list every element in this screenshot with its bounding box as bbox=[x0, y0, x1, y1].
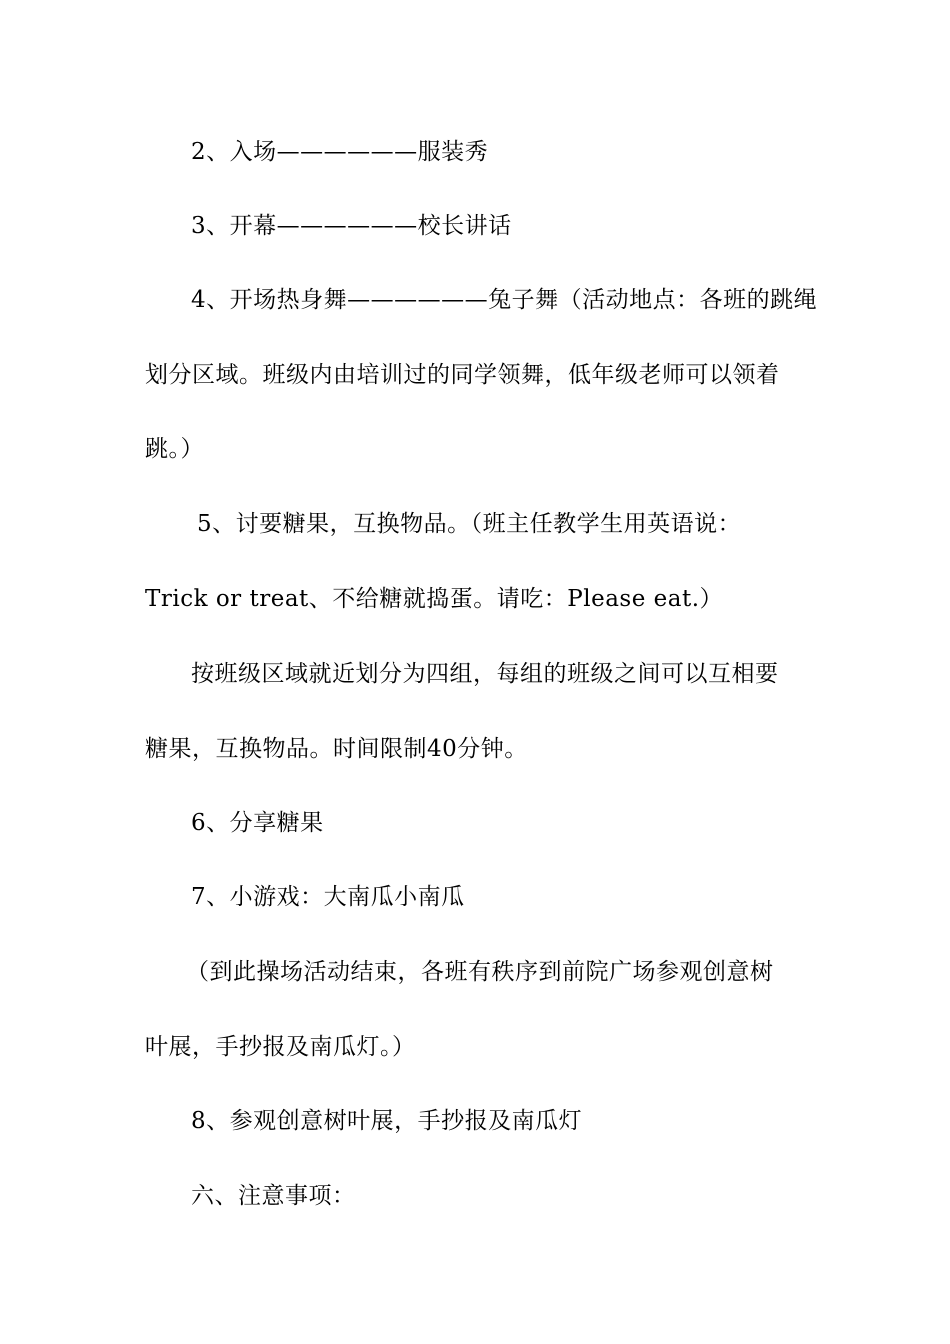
section-heading-notes: 六、注意事项： bbox=[191, 1183, 356, 1209]
paragraph-item-4-line-2: 划分区域。班级内由培训过的同学领舞，低年级老师可以领着 bbox=[145, 362, 780, 388]
paragraph-item-3: 3、开幕——————校长讲话 bbox=[191, 213, 512, 239]
paragraph-note-line-1: （到此操场活动结束，各班有秩序到前院广场参观创意树 bbox=[186, 959, 774, 985]
paragraph-item-4-line-1: 4、开场热身舞——————兔子舞（活动地点：各班的跳绳 bbox=[191, 287, 818, 313]
paragraph-item-6: 6、分享糖果 bbox=[191, 810, 324, 836]
paragraph-item-5-line-2: Trick or treat、不给糖就捣蛋。请吃：Please eat.） bbox=[145, 586, 724, 612]
paragraph-item-4-line-3: 跳。） bbox=[145, 436, 204, 462]
paragraph-grouping-line-2: 糖果，互换物品。时间限制40分钟。 bbox=[145, 736, 528, 762]
paragraph-item-8: 8、参观创意树叶展，手抄报及南瓜灯 bbox=[191, 1108, 583, 1134]
paragraph-item-2: 2、入场——————服装秀 bbox=[191, 139, 489, 165]
paragraph-note-line-2: 叶展，手抄报及南瓜灯。） bbox=[145, 1034, 416, 1060]
paragraph-item-5-line-1: 5、讨要糖果，互换物品。（班主任教学生用英语说： bbox=[197, 511, 742, 537]
paragraph-item-7: 7、小游戏：大南瓜小南瓜 bbox=[191, 884, 465, 910]
paragraph-grouping-line-1: 按班级区域就近划分为四组，每组的班级之间可以互相要 bbox=[191, 661, 779, 687]
